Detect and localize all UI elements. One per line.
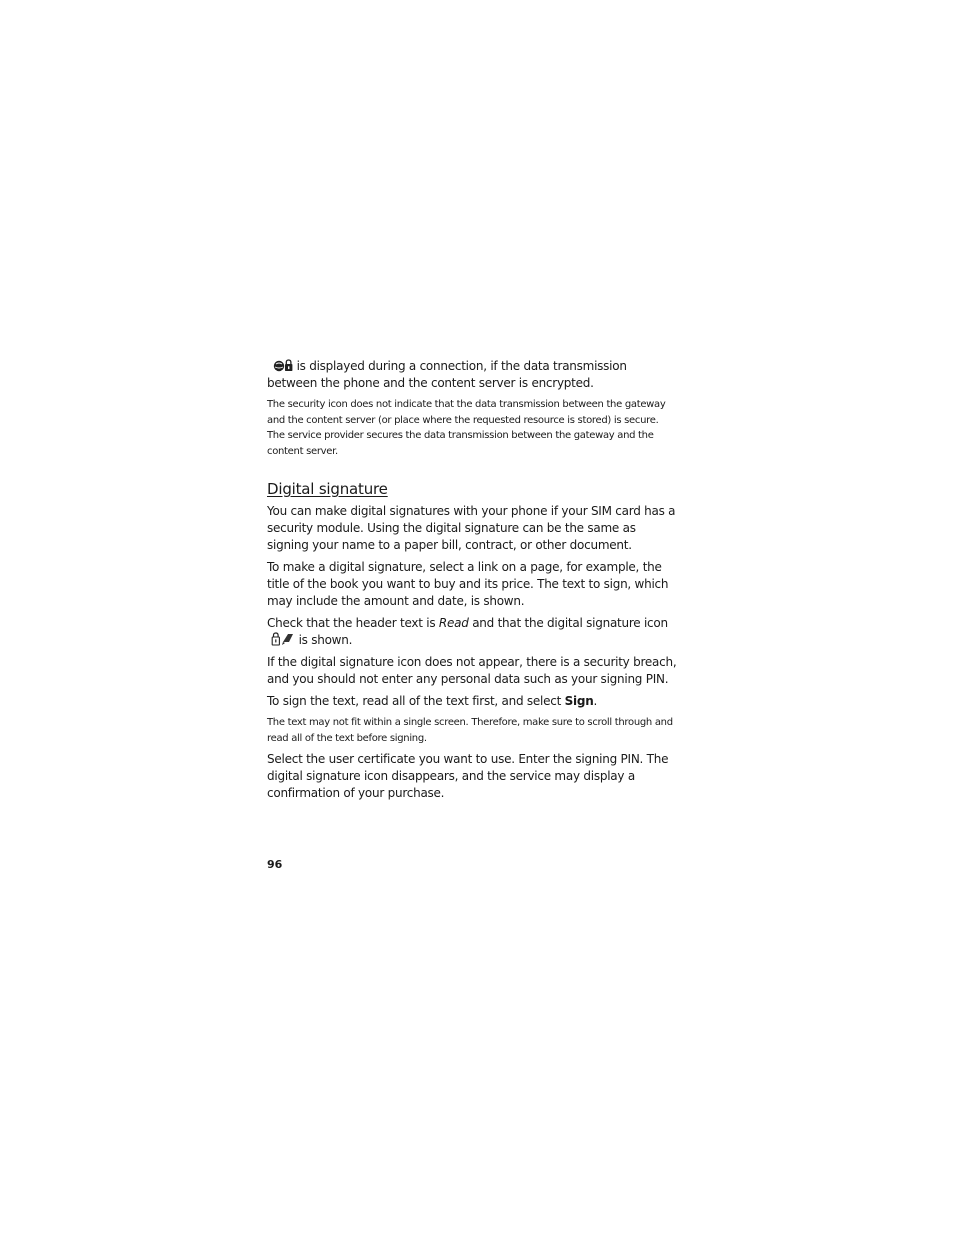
paragraph-1: You can make digital signatures with your phone if your SIM card has a security module. Using the digital signature can be the same as signing your name to a paper bill, contract, or other document. [267,504,676,552]
paragraph-4: If the digital signature icon does not appear, there is a security breach, and you should not enter any personal data such as your signing PIN. [267,655,677,686]
paragraph-3-text-a: Check that the header text is [267,616,439,630]
security-paragraph [267,358,679,392]
paragraph-3-text-b: and that the digital signature icon [468,616,668,630]
paragraph-3-text-c: is shown. [295,633,353,647]
paragraph-3 [267,615,679,649]
page-number: 96 [267,858,283,871]
paragraph-5 [267,693,679,710]
paragraph-5-text-a: To sign the text, read all of the text first, and select [267,694,565,708]
section-heading: Digital signature [267,480,388,498]
page-content [267,358,679,802]
paragraph-2: To make a digital signature, select a link on a page, for example, the title of the book you want to buy and its price. The text to sign, which may include the amount and date, is shown. [267,560,669,608]
paragraph-5-text-b: . [593,694,598,708]
scroll-note: The text may not fit within a single screen. Therefore, make sure to scroll through and read all of the text before signing. [267,717,673,744]
security-text: is displayed during a connection, if the data transmission between the phone and the content server is encrypted. [267,359,627,390]
lock-globe-icon [273,359,293,372]
security-note: The security icon does not indicate that the data transmission between the gateway and the content server (or place where the requested resource is stored) is secure. The service provider secures the data transmission between the gateway and the content server. [267,399,666,457]
paragraph-6: Select the user certificate you want to use. Enter the signing PIN. The digital signature icon disappears, and the service may display a confirmation of your purchase. [267,752,669,800]
sign-keyword: Sign [564,694,594,708]
header-text-read: Read [438,616,469,630]
digital-signature-icon [271,632,295,646]
